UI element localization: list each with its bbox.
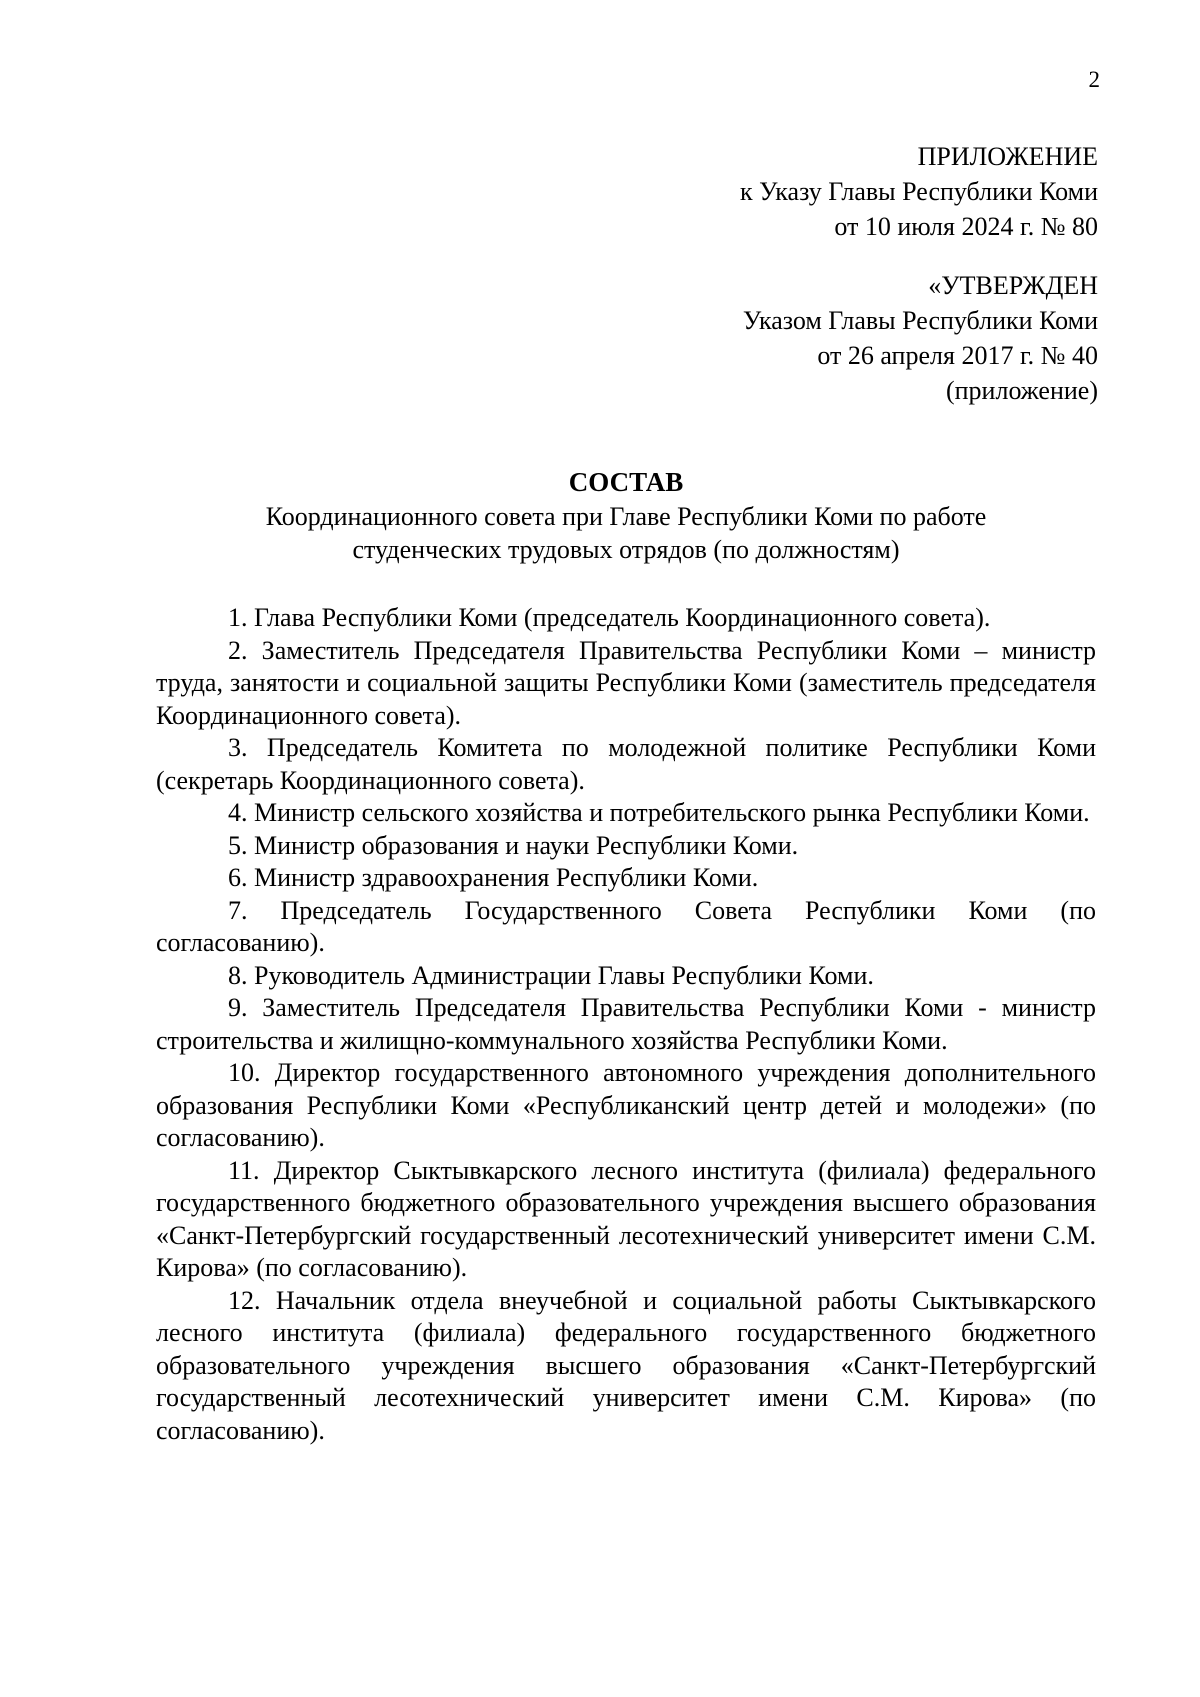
- list-item: 12. Начальник отдела внеучебной и социальной работы Сыктывкарского лесного института (филиала) федерального государственного бюджетного образовательного учреждения высшего образования «Санкт-Петербургский государственный лесотехнический университет имени С.М. Кирова» (по согласованию).: [156, 1285, 1096, 1445]
- approved-decree-reference: Указом Главы Республики Коми: [742, 306, 1098, 335]
- list-item: 4. Министр сельского хозяйства и потребительского рынка Республики Коми.: [228, 798, 1090, 827]
- document-title: СОСТАВ: [568, 467, 684, 497]
- list-item: 9. Заместитель Председателя Правительства Республики Коми - министр строительства и жилищно-коммунального хозяйства Республики Коми.: [156, 993, 1096, 1055]
- appendix-block: [740, 139, 1098, 244]
- list-item: 11. Директор Сыктывкарского лесного института (филиала) федерального государственного бюджетного образовательного учреждения высшего образования «Санкт-Петербургский государственный лесотехнический университет имени С.М. Кирова» (по согласованию).: [156, 1155, 1096, 1282]
- appendix-heading: ПРИЛОЖЕНИЕ: [917, 142, 1098, 171]
- list-item: 10. Директор государственного автономного учреждения дополнительного образования Республики Коми «Республиканский центр детей и молодежи» (по согласованию).: [156, 1058, 1096, 1152]
- appendix-decree-date: от 10 июля 2024 г. № 80: [834, 212, 1098, 241]
- approved-block: [743, 268, 1098, 408]
- approved-heading: «УТВЕРЖДЕН: [928, 271, 1098, 300]
- list-item: 8. Руководитель Администрации Главы Республики Коми.: [228, 960, 874, 990]
- approved-decree-date: от 26 апреля 2017 г. № 40: [817, 341, 1098, 370]
- page-number: 2: [1088, 67, 1100, 92]
- document-title-block: [156, 464, 1096, 566]
- list-item: 3. Председатель Комитета по молодежной политике Республики Коми (секретарь Координационного совета).: [156, 733, 1096, 795]
- list-item: 7. Председатель Государственного Совета Республики Коми (по согласованию).: [156, 895, 1096, 957]
- list-item: 1. Глава Республики Коми (председатель Координационного совета).: [228, 603, 991, 632]
- appendix-decree-reference: к Указу Главы Республики Коми: [740, 177, 1098, 206]
- list-item: 2. Заместитель Председателя Правительства Республики Коми – министр труда, занятости и социальной защиты Республики Коми (заместитель председателя Координационного совета).: [156, 635, 1096, 730]
- approved-appendix-note: (приложение): [945, 376, 1098, 405]
- list-item: 6. Министр здравоохранения Республики Коми.: [228, 863, 759, 892]
- document-subtitle: Координационного совета при Главе Республики Коми по работе студенческих трудовых отрядов (по должностям): [265, 502, 987, 564]
- members-list: [156, 602, 1096, 1447]
- list-item: 5. Министр образования и науки Республики Коми.: [228, 830, 799, 860]
